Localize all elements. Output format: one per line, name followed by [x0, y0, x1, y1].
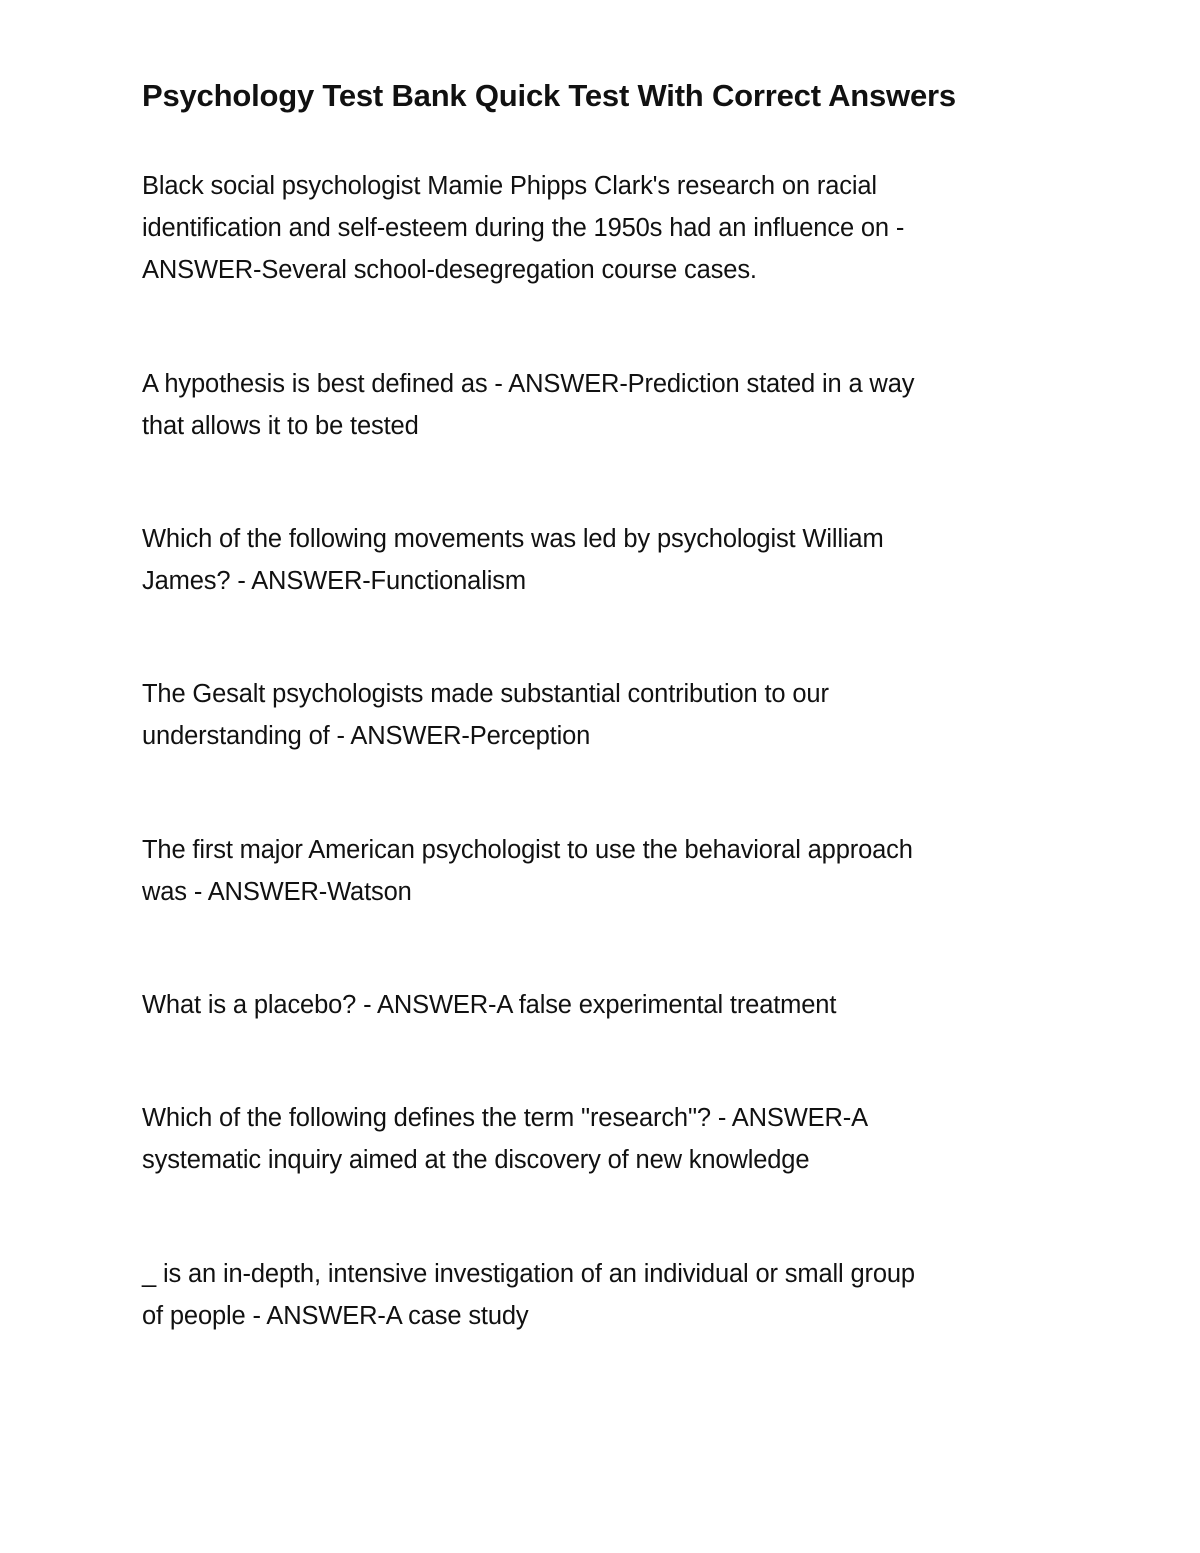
document-title: Psychology Test Bank Quick Test With Correct Answers: [142, 78, 956, 113]
qa-item-8: [142, 1253, 1042, 1337]
qa-line: _ is an in-depth, intensive investigation of an individual or small group: [142, 1260, 915, 1288]
qa-item-4: [142, 673, 1042, 757]
qa-item-5: [142, 829, 1042, 913]
qa-line: Which of the following movements was led by psychologist William: [142, 525, 884, 553]
qa-line: of people - ANSWER-A case study: [142, 1302, 529, 1330]
qa-line: was - ANSWER-Watson: [142, 878, 412, 906]
qa-line: Black social psychologist Mamie Phipps Clark's research on racial: [142, 172, 877, 200]
qa-line: that allows it to be tested: [142, 412, 419, 440]
qa-line: James? - ANSWER-Functionalism: [142, 567, 526, 595]
qa-item-1: [142, 165, 1042, 291]
qa-item-6: [142, 984, 1042, 1026]
qa-item-2: [142, 363, 1042, 447]
qa-line: understanding of - ANSWER-Perception: [142, 722, 591, 750]
qa-item-3: [142, 518, 1042, 602]
qa-line: ANSWER-Several school-desegregation course cases.: [142, 256, 757, 284]
qa-line: identification and self-esteem during the 1950s had an influence on -: [142, 214, 905, 242]
qa-line: What is a placebo? - ANSWER-A false experimental treatment: [142, 991, 837, 1019]
qa-line: systematic inquiry aimed at the discovery of new knowledge: [142, 1146, 810, 1174]
qa-line: Which of the following defines the term "research"? - ANSWER-A: [142, 1104, 868, 1132]
qa-line: A hypothesis is best defined as - ANSWER-Prediction stated in a way: [142, 370, 915, 398]
qa-line: The Gesalt psychologists made substantial contribution to our: [142, 680, 829, 708]
qa-item-7: [142, 1097, 1042, 1181]
qa-line: The first major American psychologist to use the behavioral approach: [142, 836, 913, 864]
